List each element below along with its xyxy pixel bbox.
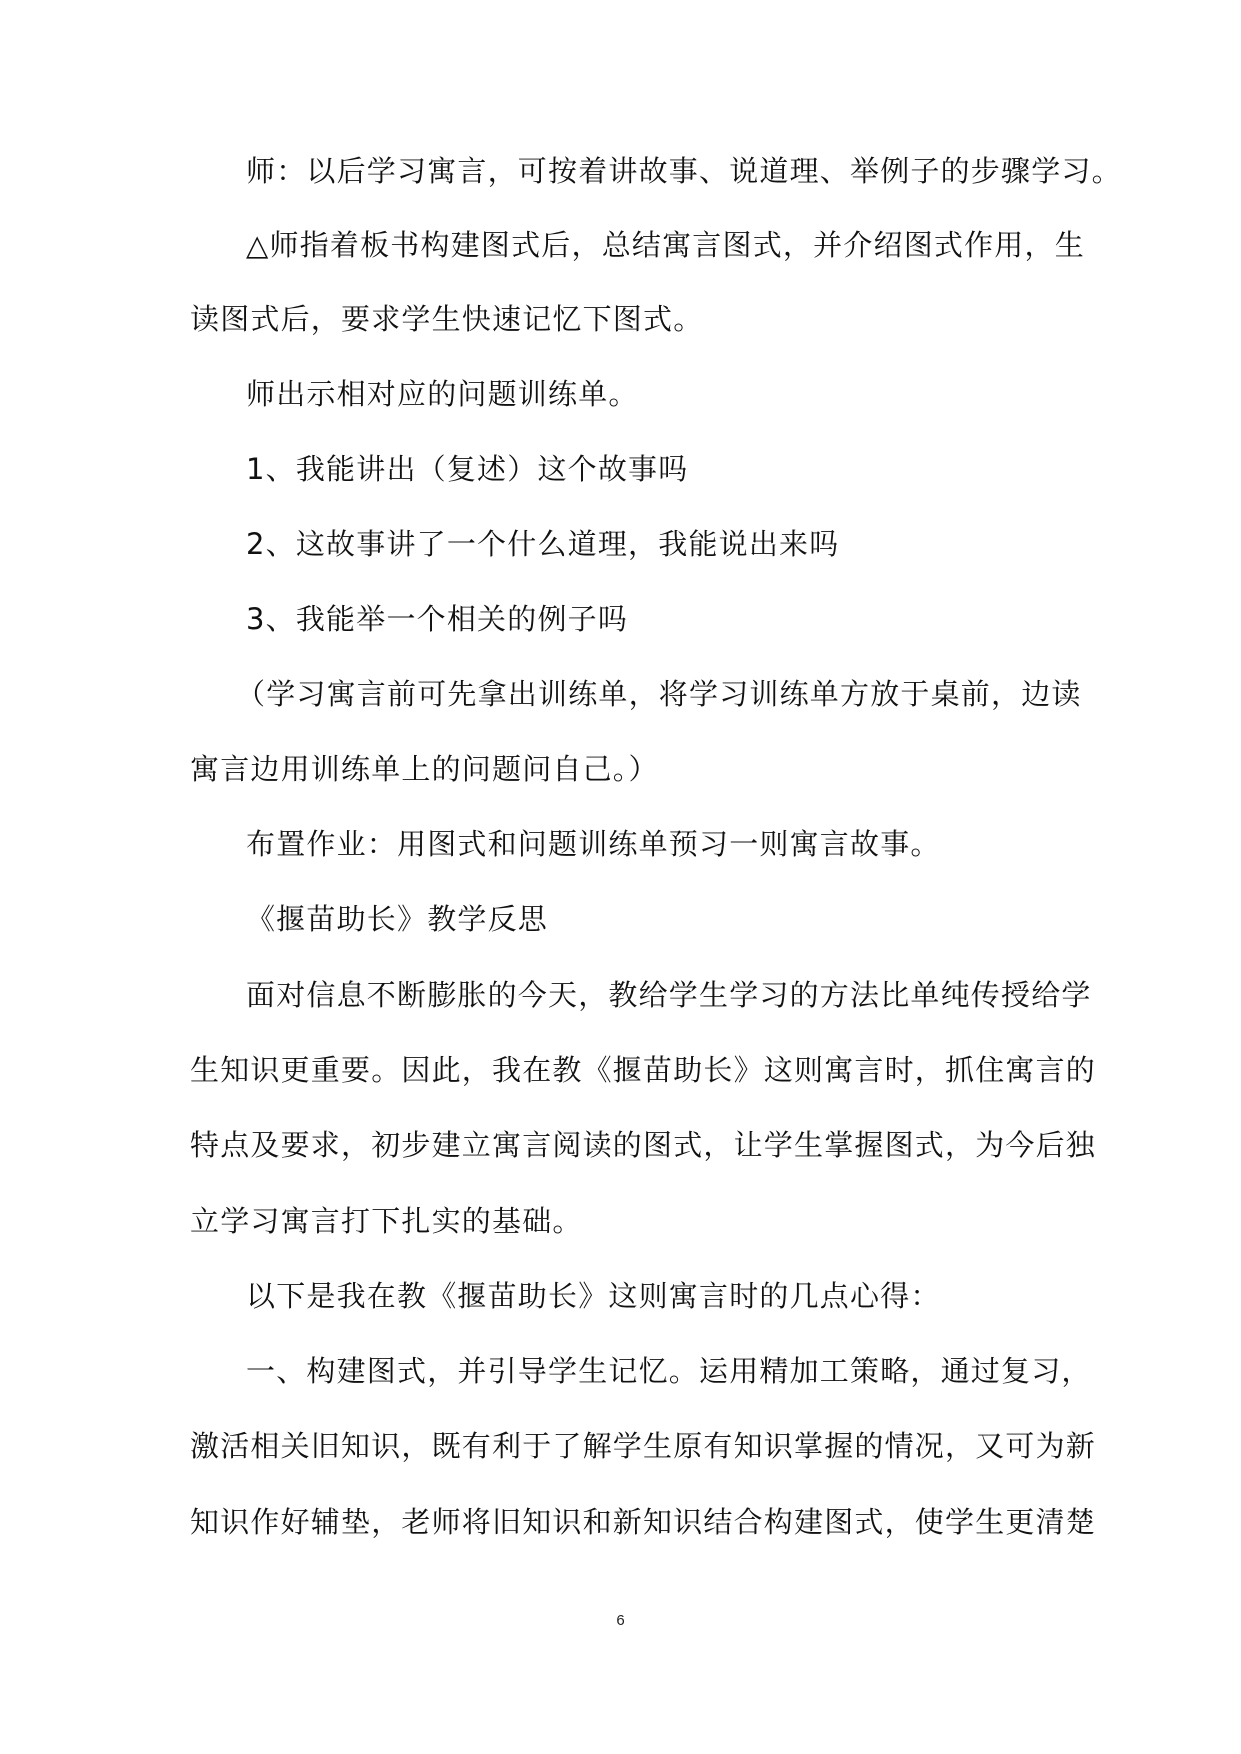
paragraph-training-sheet: 师出示相对应的问题训练单。 (246, 377, 639, 411)
list-item-question-3: 3、我能举一个相关的例子吗 (246, 602, 629, 636)
paragraph-board-schema-line-2: 读图式后，要求学生快速记忆下图式。 (190, 302, 704, 336)
paragraph-note-line-1: （学习寓言前可先拿出训练单，将学习训练单方放于桌前，边读 (236, 677, 1082, 711)
paragraph-note-line-2: 寓言边用训练单上的问题问自己。） (190, 752, 659, 786)
paragraph-reflection-line-1: 面对信息不断膨胀的今天，教给学生学习的方法比单纯传授给学 (246, 978, 1092, 1012)
list-item-question-1: 1、我能讲出（复述）这个故事吗 (246, 452, 689, 486)
paragraph-point-one-line-2: 激活相关旧知识，既有利于了解学生原有知识掌握的情况，又可为新 (190, 1429, 1097, 1463)
paragraph-point-one-line-1: 一、构建图式，并引导学生记忆。运用精加工策略，通过复习， (246, 1354, 1092, 1388)
paragraph-board-schema-line-1: △师指着板书构建图式后，总结寓言图式，并介绍图式作用，生 (246, 228, 1085, 262)
paragraph-homework: 布置作业：用图式和问题训练单预习一则寓言故事。 (246, 827, 941, 861)
section-heading-reflection: 《揠苗助长》教学反思 (246, 902, 549, 936)
paragraph-reflection-line-4: 立学习寓言打下扎实的基础。 (190, 1204, 583, 1238)
paragraph-insights-intro: 以下是我在教《揠苗助长》这则寓言时的几点心得： (246, 1279, 941, 1313)
paragraph-reflection-line-2: 生知识更重要。因此，我在教《揠苗助长》这则寓言时，抓住寓言的 (190, 1053, 1097, 1087)
paragraph-point-one-line-3: 知识作好辅垫，老师将旧知识和新知识结合构建图式，使学生更清楚 (190, 1505, 1097, 1539)
paragraph-teacher-summary: 师：以后学习寓言，可按着讲故事、说道理、举例子的步骤学习。 (246, 154, 1122, 188)
list-item-question-2: 2、这故事讲了一个什么道理，我能说出来吗 (246, 527, 840, 561)
paragraph-reflection-line-3: 特点及要求，初步建立寓言阅读的图式，让学生掌握图式，为今后独 (190, 1128, 1097, 1162)
page-number: 6 (616, 1612, 625, 1629)
